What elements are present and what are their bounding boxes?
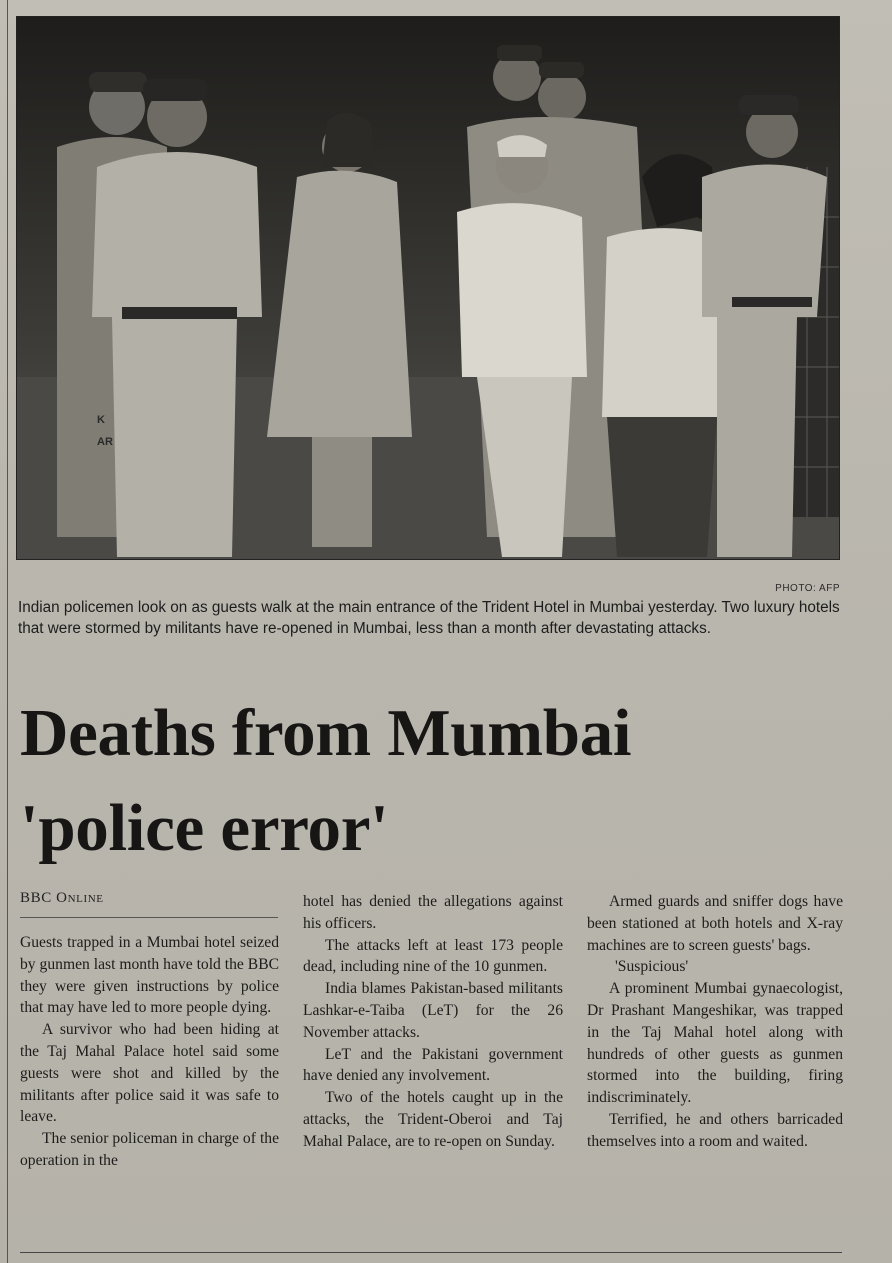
paragraph: The attacks left at least 173 people dead, including nine of the 10 gunmen. <box>303 936 563 976</box>
article-column-1 <box>20 932 279 1172</box>
photo-caption: Indian policemen look on as guests walk at the main entrance of the Trident Hotel in Mumbai yesterday. Two luxury hotels that were stormed by militants have re-opened in Mumbai, less than a month after devastating attacks. <box>18 599 840 637</box>
paragraph: hotel has denied the allegations against his officers. <box>303 893 563 932</box>
photo-credit: PHOTO: AFP <box>775 583 840 594</box>
paragraph: India blames Pakistan-based militants Lashkar-e-Taiba (LeT) for the 26 November attacks. <box>303 980 563 1041</box>
paragraph: A survivor who had been hiding at the Taj Mahal Palace hotel said some guests were shot and killed by the militants after police said it was safe to leave. <box>20 1021 279 1126</box>
paragraph: Armed guards and sniffer dogs have been stationed at both hotels and X-ray machines are to screen guests' bags. <box>587 893 843 954</box>
photo-illustration <box>17 17 839 559</box>
photo-sign-text: K AR <box>97 414 113 448</box>
bottom-rule <box>20 1252 842 1253</box>
paragraph: Guests trapped in a Mumbai hotel seized by gunmen last month have told the BBC they were given instructions by police that may have led to more people dying. <box>20 934 279 1017</box>
headline <box>20 686 860 876</box>
byline: BBC Online <box>20 890 278 918</box>
paragraph: The senior policeman in charge of the operation in the <box>20 1130 279 1169</box>
paragraph: Two of the hotels caught up in the attacks, the Trident-Oberoi and Taj Mahal Palace, are to re-open on Sunday. <box>303 1089 563 1150</box>
paragraph: LeT and the Pakistani government have denied any involvement. <box>303 1045 563 1085</box>
column-rule <box>7 0 8 1263</box>
article-column-3 <box>587 891 843 1153</box>
headline-line-1: Deaths from Mumbai <box>20 696 632 770</box>
paragraph: A prominent Mumbai gynaecologist, Dr Prashant Mangeshikar, was trapped in the Taj Mahal hotel along with hundreds of other guests as gunmen stormed into the building, firing indiscriminately. <box>587 980 843 1107</box>
paragraph: Terrified, he and others barricaded themselves into a room and waited. <box>587 1110 843 1150</box>
crosshead: 'Suspicious' <box>615 958 689 976</box>
article-column-2 <box>303 891 563 1153</box>
headline-line-2: 'police error' <box>20 791 389 865</box>
news-photo <box>16 16 840 560</box>
